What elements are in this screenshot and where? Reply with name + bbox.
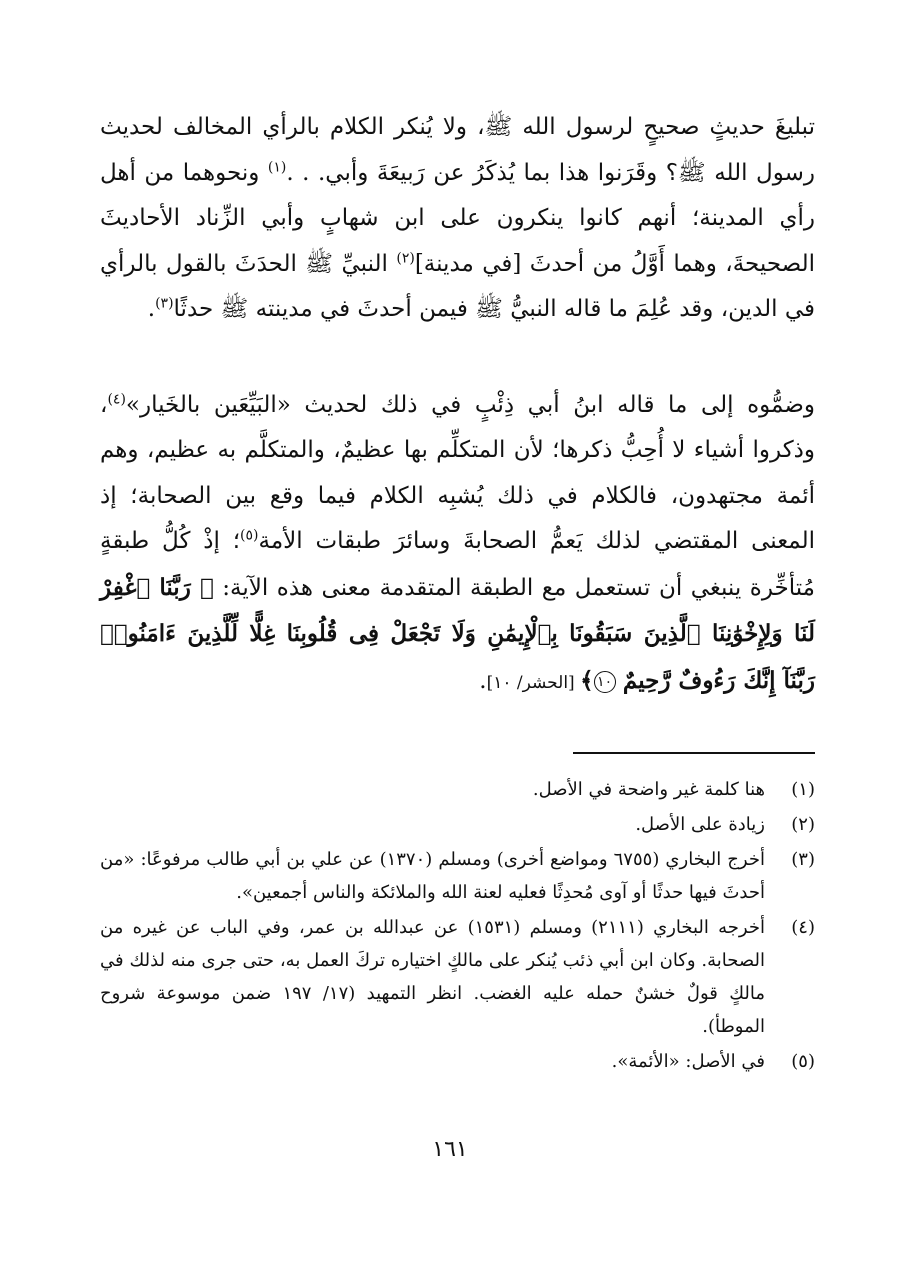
footnote-number: (٥) [791, 1051, 815, 1072]
footnote-text: أخرج البخاري (٦٧٥٥ ومواضع أخرى) ومسلم (١٣٧٠) عن علي بن أبي طالب مرفوعًا: «من أحدثَ فيها حدثًا أو آوى مُحدِثًا فعليه لعنة الله والملائكة والناس أجمعين». [100, 849, 765, 903]
paragraph-text: تبليغَ حديثٍ صحيحٍ لرسول الله ﷺ، ولا يُنكر الكلام بالرأي المخالف لحديث رسول الله ﷺ؟ وقَرَنوا هذا بما يُذكَرُ عن رَبيعَةَ وأبي. . . [100, 114, 816, 186]
footnote-text: زيادة على الأصل. [635, 814, 765, 835]
footnote-item [100, 911, 815, 1043]
paragraph-text: ونحوهما من أهل رأي المدينة؛ أنهم كانوا ينكرون على ابن شهابٍ وأبي الزِّناد الأحاديثَ الصحيحةَ، وهما أَوَّلُ من أحدثَ [في مدينة] [100, 159, 816, 277]
footnote-number: (٢) [791, 814, 815, 835]
page-number: ١٦١ [432, 1137, 468, 1162]
page-body [100, 105, 815, 706]
paragraph-text: . [479, 667, 487, 694]
footnote-item [100, 773, 815, 806]
footnote-marker-3[interactable]: (٣) [155, 295, 174, 312]
paragraph-text: . [147, 296, 156, 322]
quran-verse: ﴿ رَبَّنَا ٱغْفِرْ لَنَا وَلِإِخْوَٰنِنَا ٱلَّذِينَ سَبَقُونَا بِٱلْإِيمَٰنِ وَلَا تَجْعَلْ فِى قُلُوبِنَا غِلًّا لِّلَّذِينَ ءَامَنُوا۟ رَبَّنَآ إِنَّكَ رَءُوفٌ رَّحِيمٌ [100, 573, 815, 694]
footnote-number: (١) [791, 779, 815, 800]
footnote-number: (٤) [791, 917, 815, 938]
footnote-marker-1[interactable]: (١) [267, 158, 287, 175]
quran-verse-close: ﴾ [580, 666, 594, 694]
verse-reference: [الحشر/ ١٠] [486, 672, 581, 693]
footnote-item [100, 843, 815, 909]
footnote-text: هنا كلمة غير واضحة في الأصل. [532, 779, 765, 800]
paragraph-1 [100, 105, 815, 333]
footnote-text: في الأصل: «الأئمة». [611, 1051, 765, 1072]
footnote-item [100, 1045, 815, 1078]
footnote-marker-5[interactable]: (٥) [240, 527, 259, 544]
footnote-text: أخرجه البخاري (٢١١١) ومسلم (١٥٣١) عن عبدالله بن عمر، وفي الباب عن غيره من الصحابة. وكان ابن أبي ذئب يُنكر على مالكٍ اختياره تركَ العمل به، حتى جرى منه لذلك في مالكٍ قولٌ خشنٌ حمله عليه الغضب. انظر التمهيد (١٧/ ١٩٧ ضمن موسوعة شروح الموطأ). [100, 917, 765, 1037]
verse-number-badge: ١٠ [594, 671, 616, 693]
paragraph-text: النبيِّ ﷺ الحدَثَ بالقول بالرأي في الدين، وقد عُلِمَ ما قاله النبيُّ ﷺ فيمن أحدثَ في مدينته ﷺ حدثًا [100, 250, 815, 322]
paragraph-text: وضمُّوه إلى ما قاله ابنُ أبي ذِئْبٍ في ذلك لحديث «البَيِّعَين بالخَيار» [125, 391, 815, 418]
footnotes-section [100, 773, 815, 1080]
footnote-item [100, 808, 815, 841]
footnote-marker-4[interactable]: (٤) [107, 390, 126, 407]
paragraph-text: ، وذكروا أشياء لا أُحِبُّ ذكرها؛ لأن المتكلِّم بها عظيمٌ، والمتكلَّم به عظيم، وهم أئمة مجتهدون، فالكلام في ذلك يُشبِه الكلام فيما وقع بين الصحابة؛ إذ المعنى المقتضي لذلك يَعمُّ الصحابةَ وسائرَ طبقات الأمة [100, 391, 815, 554]
footnote-number: (٣) [791, 849, 815, 870]
footnote-separator [573, 752, 815, 754]
footnote-marker-2[interactable]: (٢) [396, 249, 415, 266]
paragraph-text: ؛ إذْ كُلُّ طبقةٍ مُتأخِّرة ينبغي أن تستعمل مع الطبقة المتقدمة معنى هذه الآية: [100, 528, 815, 601]
paragraph-2 [100, 383, 815, 707]
